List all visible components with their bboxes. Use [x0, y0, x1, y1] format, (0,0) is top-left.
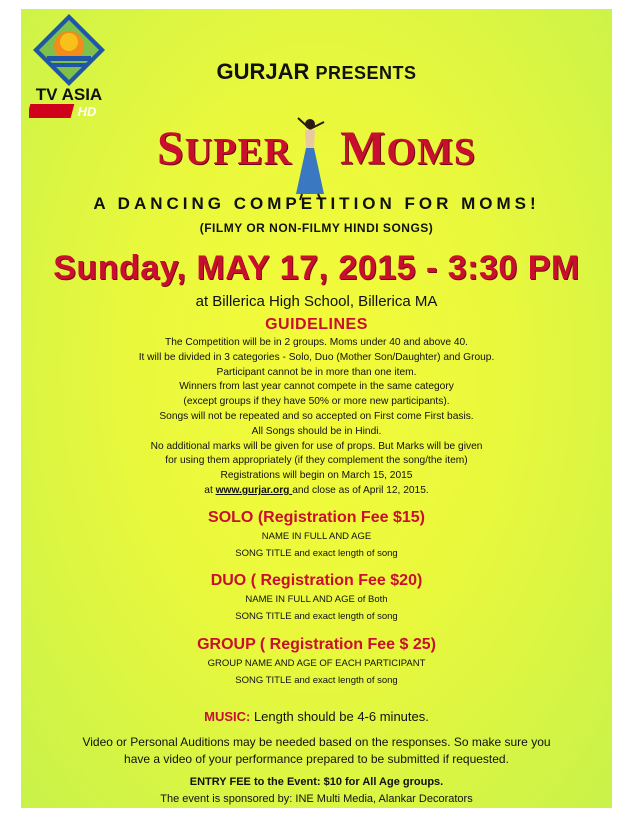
solo-heading: SOLO (Registration Fee $15) [208, 509, 425, 526]
event-venue: at Billerica High School, Billerica MA [195, 293, 438, 310]
guidelines-list [21, 336, 612, 499]
event-poster [21, 9, 612, 808]
subtagline: (FILMY OR NON-FILMY HINDI SONGS) [199, 221, 434, 235]
logo-text-bottom: HD [77, 104, 97, 119]
guideline-line: (except groups if they have 50% or more new participants). [183, 396, 450, 408]
guidelines-heading: GUIDELINES [265, 316, 368, 333]
gurjar-website-link[interactable]: www.gurjar.org [215, 484, 293, 496]
audition-line: have a video of your performance prepared to be submitted if requested. [124, 752, 509, 766]
guideline-line: No additional marks will be given for use of props. But Marks will be given [150, 440, 483, 452]
group-section [21, 636, 612, 686]
audition-line: Video or Personal Auditions may be needed based on the responses. So make sure you [82, 735, 551, 749]
duo-line: NAME IN FULL AND AGE of Both [245, 594, 388, 605]
music-note [21, 709, 612, 724]
title-m: M [340, 122, 387, 175]
music-label: MUSIC: [204, 709, 251, 724]
brand-name: GURJAR [216, 59, 310, 84]
title-uper: UPER [184, 131, 293, 173]
logo-text-top: TV ASIA [35, 85, 103, 104]
duo-section [21, 572, 612, 622]
group-heading: GROUP ( Registration Fee $ 25) [197, 636, 436, 653]
audition-note [21, 734, 612, 768]
group-line: GROUP NAME AND AGE OF EACH PARTICIPANT [207, 658, 426, 669]
last-suffix: and close as of April 12, 2015. [292, 484, 429, 496]
presents-word: PRESENTS [315, 63, 417, 83]
group-line: SONG TITLE and exact length of song [235, 675, 398, 686]
guideline-line: Winners from last year cannot compete in the same category [179, 381, 454, 393]
tagline: A DANCING COMPETITION FOR MOMS! [93, 194, 540, 213]
title-oms: OMS [386, 131, 477, 173]
duo-heading: DUO ( Registration Fee $20) [210, 572, 423, 589]
guideline-line: Registrations will begin on March 15, 2015 [220, 470, 413, 482]
sponsor-line: The event is sponsored by: INE Multi Media, Alankar Decorators [160, 793, 473, 805]
guideline-line: It will be divided in 3 categories - Solo, Duo (Mother Son/Daughter) and Group. [138, 351, 495, 363]
title-s: S [156, 122, 185, 175]
solo-line: SONG TITLE and exact length of song [235, 548, 398, 559]
dancer-illustration [290, 114, 330, 202]
guideline-line-last [21, 484, 612, 499]
guideline-line: The Competition will be in 2 groups. Moms under 40 and above 40. [165, 337, 468, 348]
last-prefix: at [204, 484, 216, 496]
guideline-line: Songs will not be repeated and so accepted on First come First basis. [159, 410, 474, 422]
duo-line: SONG TITLE and exact length of song [235, 611, 398, 622]
solo-section [21, 509, 612, 559]
presenter-line [21, 59, 612, 85]
music-text: Length should be 4-6 minutes. [250, 709, 429, 724]
guideline-line: for using them appropriately (if they complement the song/the item) [165, 455, 468, 467]
dancer-icon [290, 114, 330, 202]
entry-fee: ENTRY FEE to the Event: $10 for All Age groups. [189, 776, 444, 788]
solo-line: NAME IN FULL AND AGE [261, 531, 372, 542]
event-date-time: Sunday, MAY 17, 2015 - 3:30 PM [53, 249, 580, 287]
guideline-line: Participant cannot be in more than one item. [216, 366, 417, 378]
guideline-line: All Songs should be in Hindi. [251, 425, 382, 437]
